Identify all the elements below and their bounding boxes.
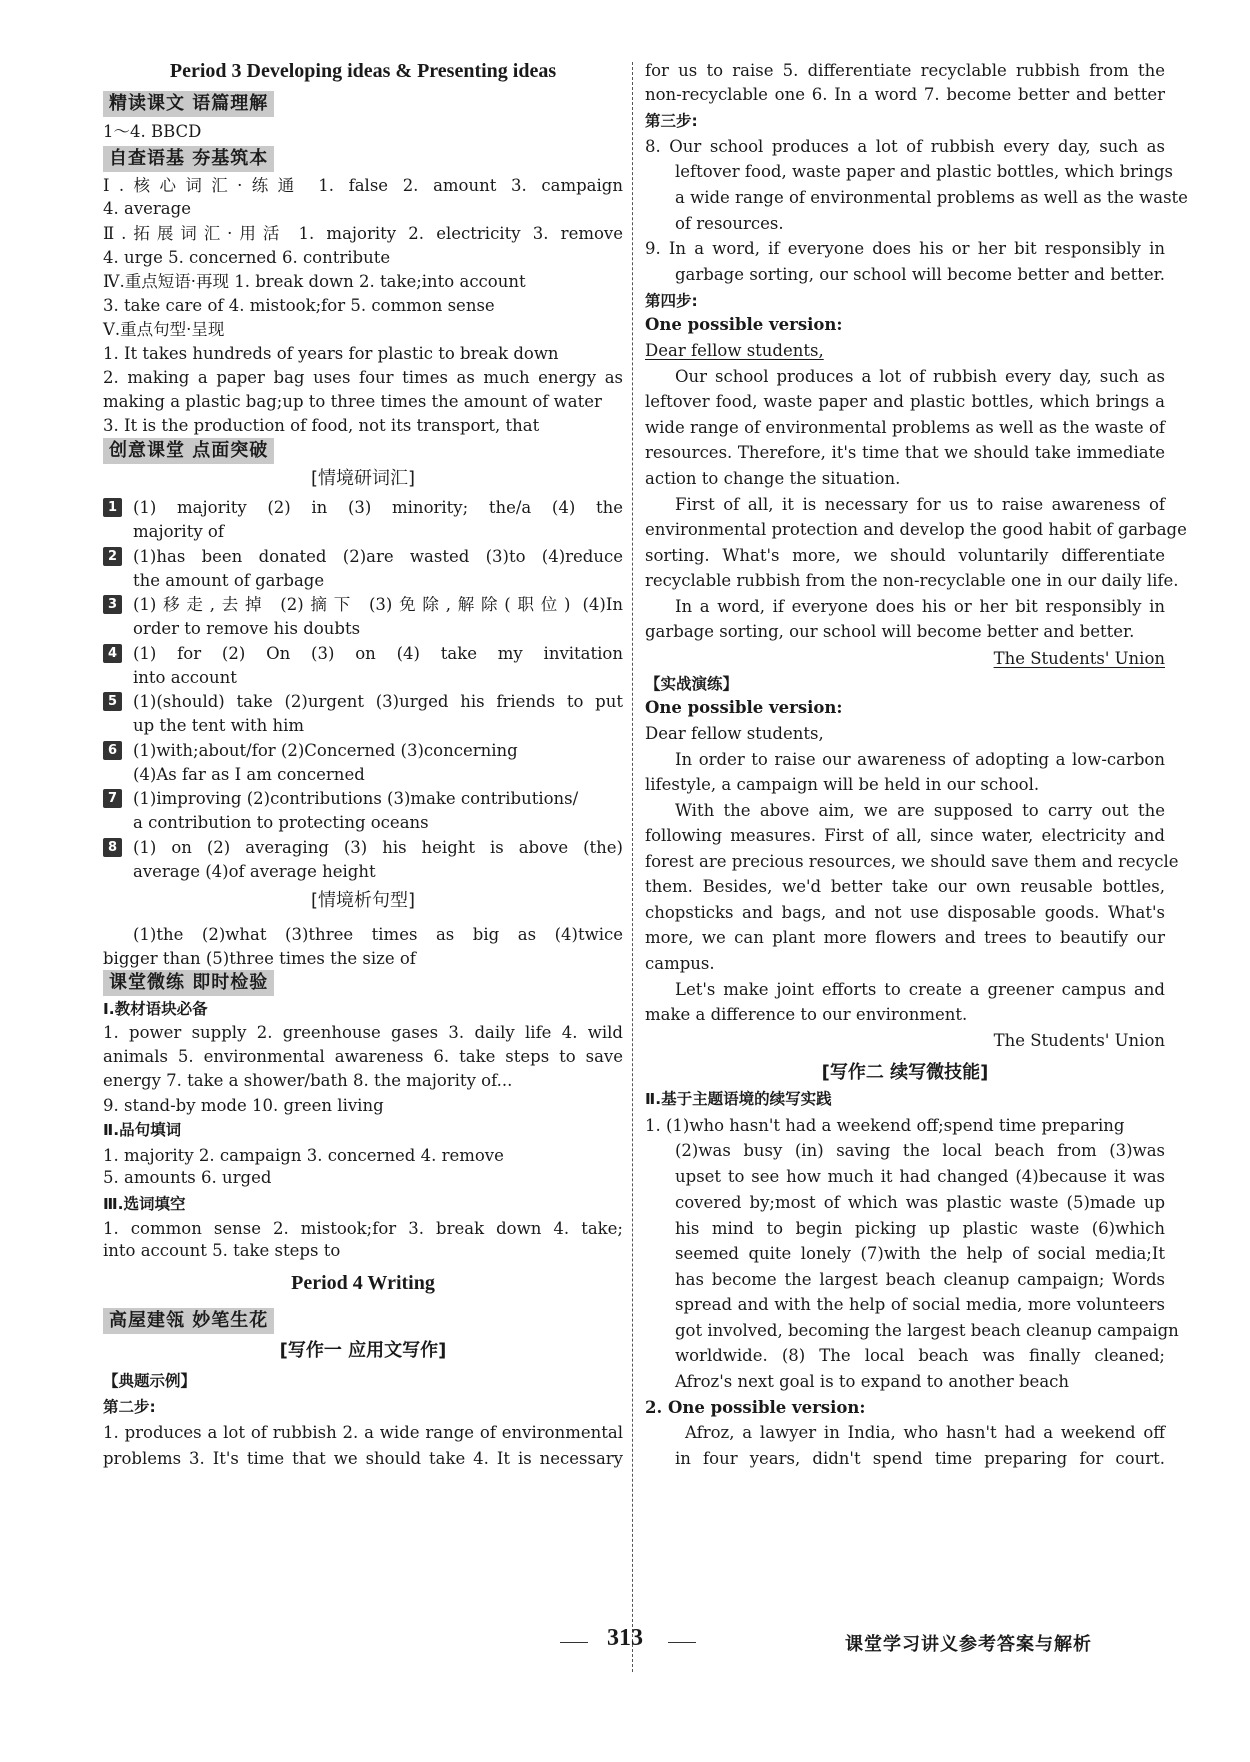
item-continuation: the amount of garbage — [133, 571, 325, 590]
section-band — [103, 91, 623, 117]
item-number-badge: 7 — [103, 789, 122, 808]
text-line: has become the largest beach cleanup campaign; Words — [675, 1270, 1165, 1289]
item-text: (1) on (2) averaging (3) his height is above (the) — [133, 838, 623, 857]
item-continuation: average (4)of average height — [133, 862, 376, 881]
item-text: (1)(should) take (2)urgent (3)urged his friends to put — [133, 692, 623, 711]
text-line: wide range of environmental problems as well as the waste of — [645, 418, 1165, 437]
item-text: (1) majority (2) in (3) minority; the/a (4) the — [133, 498, 623, 517]
item-number-badge: 3 — [103, 595, 122, 614]
text-line: Afroz's next goal is to expand to another beach — [675, 1372, 1070, 1391]
text-line: 1. majority 2. campaign 3. concerned 4. remove — [103, 1146, 504, 1165]
text-line: 3. It is the production of food, not its transport, that — [103, 416, 540, 435]
text-line: animals 5. environmental awareness 6. take steps to save — [103, 1047, 623, 1066]
subsection-heading: [情境析句型] — [310, 890, 416, 911]
text-line: spread and with the help of social media, more volunteers — [675, 1295, 1165, 1314]
text-line: bigger than (5)three times the size of — [103, 949, 416, 968]
item-text: (1) for (2) On (3) on (4) take my invitation — [133, 644, 623, 663]
text-line: them. Besides, we'd better take our own reusable bottles, — [645, 877, 1165, 896]
text-line: 8. Our school produces a lot of rubbish every day, such as — [645, 137, 1165, 156]
part-heading: 【实战演练】 — [645, 675, 739, 693]
part-heading: Ⅲ.选词填空 — [103, 1195, 186, 1213]
book-title: 课堂学习讲义参考答案与解析 — [845, 1634, 1092, 1655]
text-line: leftover food, waste paper and plastic bottles, which brings a — [645, 392, 1165, 411]
item-number-badge: 2 — [103, 547, 122, 566]
text-line: into account 5. take steps to — [103, 1241, 341, 1260]
item-continuation: majority of — [133, 522, 224, 541]
item-text: (1)with;about/for (2)Concerned (3)concerning — [133, 741, 518, 760]
text-line: forest are precious resources, we should save them and recycle — [645, 852, 1179, 871]
text-line: Ⅰ.核心词汇·练通 1. false 2. amount 3. campaign — [103, 176, 623, 195]
section-band — [103, 438, 623, 464]
text-line: seemed quite lonely (7)with the help of social media;It — [675, 1244, 1165, 1263]
text-line: (2)was busy (in) saving the local beach from (3)was — [675, 1141, 1165, 1160]
text-line: 1. (1)who hasn't had a weekend off;spend time preparing — [645, 1116, 1125, 1135]
section-title: Period 4 Writing — [291, 1272, 435, 1294]
text-line: 3. take care of 4. mistook;for 5. common sense — [103, 296, 495, 315]
text-line: Ⅳ.重点短语·再现 1. break down 2. take;into account — [103, 272, 526, 291]
text-line: 5. amounts 6. urged — [103, 1168, 272, 1187]
item-continuation: (4)As far as I am concerned — [133, 765, 365, 784]
text-line: a wide range of environmental problems as well as the waste — [675, 188, 1188, 207]
text-line: 9. stand-by mode 10. green living — [103, 1096, 384, 1115]
text-line: 4. average — [103, 199, 191, 218]
part-heading: 第二步: — [103, 1398, 156, 1416]
section-band-label: 课堂微练 即时检验 — [103, 970, 274, 996]
text-line: problems 3. It's time that we should take 4. It is necessary — [103, 1449, 623, 1468]
item-number-badge: 4 — [103, 644, 122, 663]
text-line: Our school produces a lot of rubbish every day, such as — [675, 367, 1165, 386]
text-line: 2. making a paper bag uses four times as much energy as — [103, 368, 623, 387]
text-line: more, we can plant more flowers and trees to beautify our — [645, 928, 1165, 947]
text-line: The Students' Union — [993, 649, 1165, 668]
text-line: One possible version: — [645, 698, 843, 717]
item-number-badge: 6 — [103, 741, 122, 760]
footer-dash-left — [560, 1642, 588, 1643]
section-title: Period 3 Developing ideas & Presenting ideas — [169, 60, 557, 82]
text-line: his mind to begin picking up plastic waste (6)which — [675, 1219, 1165, 1238]
text-line: 1. power supply 2. greenhouse gases 3. daily life 4. wild — [103, 1023, 623, 1042]
item-text: (1)improving (2)contributions (3)make contributions/ — [133, 789, 579, 808]
column-divider — [632, 62, 633, 1672]
part-heading: 【典题示例】 — [103, 1372, 197, 1390]
text-line: recyclable rubbish from the non-recyclable one in our daily life. — [645, 571, 1179, 590]
page-footer — [0, 1625, 1250, 1659]
text-line: leftover food, waste paper and plastic bottles, which brings — [675, 162, 1173, 181]
section-band — [103, 970, 623, 996]
text-line: garbage sorting, our school will become better and better. — [645, 622, 1135, 641]
text-line: In order to raise our awareness of adopting a low-carbon — [675, 750, 1165, 769]
text-line: of resources. — [675, 214, 784, 233]
text-line: With the above aim, we are supposed to carry out the — [675, 801, 1165, 820]
item-text: (1)has been donated (2)are wasted (3)to (4)reduce — [133, 547, 623, 566]
item-text: (1)移走,去掉 (2)摘下 (3)免除,解除(职位) (4)In — [133, 595, 623, 614]
text-line: First of all, it is necessary for us to raise awareness of — [675, 495, 1165, 514]
subsection-heading: [情境研词汇] — [310, 468, 416, 489]
text-line: worldwide. (8) The local beach was finally cleaned; — [675, 1346, 1165, 1365]
text-line: 1. common sense 2. mistook;for 3. break down 4. take; — [103, 1219, 623, 1238]
text-line: lifestyle, a campaign will be held in our school. — [645, 775, 1040, 794]
text-line: making a plastic bag;up to three times the amount of water — [103, 392, 602, 411]
text-line: garbage sorting, our school will become better and better. — [675, 265, 1165, 284]
page-number: 313 — [607, 1625, 643, 1651]
text-line: campus. — [645, 954, 715, 973]
text-line: got involved, becoming the largest beach cleanup campaign — [675, 1321, 1179, 1340]
text-line: following measures. First of all, since water, electricity and — [645, 826, 1165, 845]
text-line: Dear fellow students, — [645, 724, 824, 743]
text-line: In a word, if everyone does his or her bit responsibly in — [675, 597, 1165, 616]
text-line: Dear fellow students, — [645, 341, 824, 360]
text-line: 9. In a word, if everyone does his or her bit responsibly in — [645, 239, 1165, 258]
part-heading: 第三步: — [645, 112, 698, 130]
text-line: 4. urge 5. concerned 6. contribute — [103, 248, 391, 267]
text-line: action to change the situation. — [645, 469, 901, 488]
text-line: 1. produces a lot of rubbish 2. a wide range of environmental — [103, 1423, 623, 1442]
text-line: environmental protection and develop the good habit of garbage — [645, 520, 1187, 539]
item-continuation: a contribution to protecting oceans — [133, 813, 429, 832]
text-line: upset to see how much it had changed (4)because it was — [675, 1167, 1165, 1186]
text-line: for us to raise 5. differentiate recyclable rubbish from the — [645, 61, 1165, 80]
section-band-label: 高屋建瓴 妙笔生花 — [103, 1308, 274, 1334]
text-line: Ⅱ.拓展词汇·用活 1. majority 2. electricity 3. remove — [103, 224, 623, 243]
text-line: (1)the (2)what (3)three times as big as (4)twice — [133, 925, 623, 944]
section-band-label: 创意课堂 点面突破 — [103, 438, 274, 464]
text-line: resources. Therefore, it's time that we should take immediate — [645, 443, 1165, 462]
text-line: in four years, didn't spend time preparing for court. — [675, 1449, 1165, 1468]
text-line: 2. One possible version: — [645, 1398, 866, 1417]
part-heading: Ⅰ.教材语块必备 — [103, 1000, 208, 1018]
text-line: chopsticks and bags, and not use disposable goods. What's — [645, 903, 1165, 922]
section-band — [103, 146, 623, 172]
section-band — [103, 1308, 623, 1334]
section-band-label: 自查语基 夯基筑本 — [103, 146, 274, 172]
subsection-heading: [写作一 应用文写作] — [279, 1340, 447, 1361]
text-line: Ⅴ.重点句型·呈现 — [103, 320, 225, 339]
footer-dash-right — [668, 1642, 696, 1643]
part-heading: Ⅱ.基于主题语境的续写实践 — [645, 1090, 832, 1108]
item-continuation: order to remove his doubts — [133, 619, 361, 638]
text-line: make a difference to our environment. — [645, 1005, 968, 1024]
text-line: non-recyclable one 6. In a word 7. become better and better — [645, 85, 1165, 104]
text-line: The Students' Union — [993, 1031, 1165, 1050]
text-line: Let's make joint efforts to create a greener campus and — [675, 980, 1165, 999]
text-line: sorting. What's more, we should voluntarily differentiate — [645, 546, 1165, 565]
text-line: 1. It takes hundreds of years for plastic to break down — [103, 344, 559, 363]
text-line: Afroz, a lawyer in India, who hasn't had a weekend off — [685, 1423, 1165, 1442]
text-line: energy 7. take a shower/bath 8. the majority of... — [103, 1071, 513, 1090]
text-line: One possible version: — [645, 315, 843, 334]
item-number-badge: 1 — [103, 498, 122, 517]
item-continuation: into account — [133, 668, 237, 687]
text-line: covered by;most of which was plastic waste (5)made up — [675, 1193, 1165, 1212]
item-number-badge: 8 — [103, 838, 122, 857]
part-heading: 第四步: — [645, 292, 698, 310]
section-band-label: 精读课文 语篇理解 — [103, 91, 274, 117]
item-number-badge: 5 — [103, 692, 122, 711]
item-continuation: up the tent with him — [133, 716, 305, 735]
subsection-heading: [写作二 续写微技能] — [821, 1062, 989, 1083]
text-line: 1～4. BBCD — [103, 122, 202, 141]
part-heading: Ⅱ.品句填词 — [103, 1121, 182, 1139]
